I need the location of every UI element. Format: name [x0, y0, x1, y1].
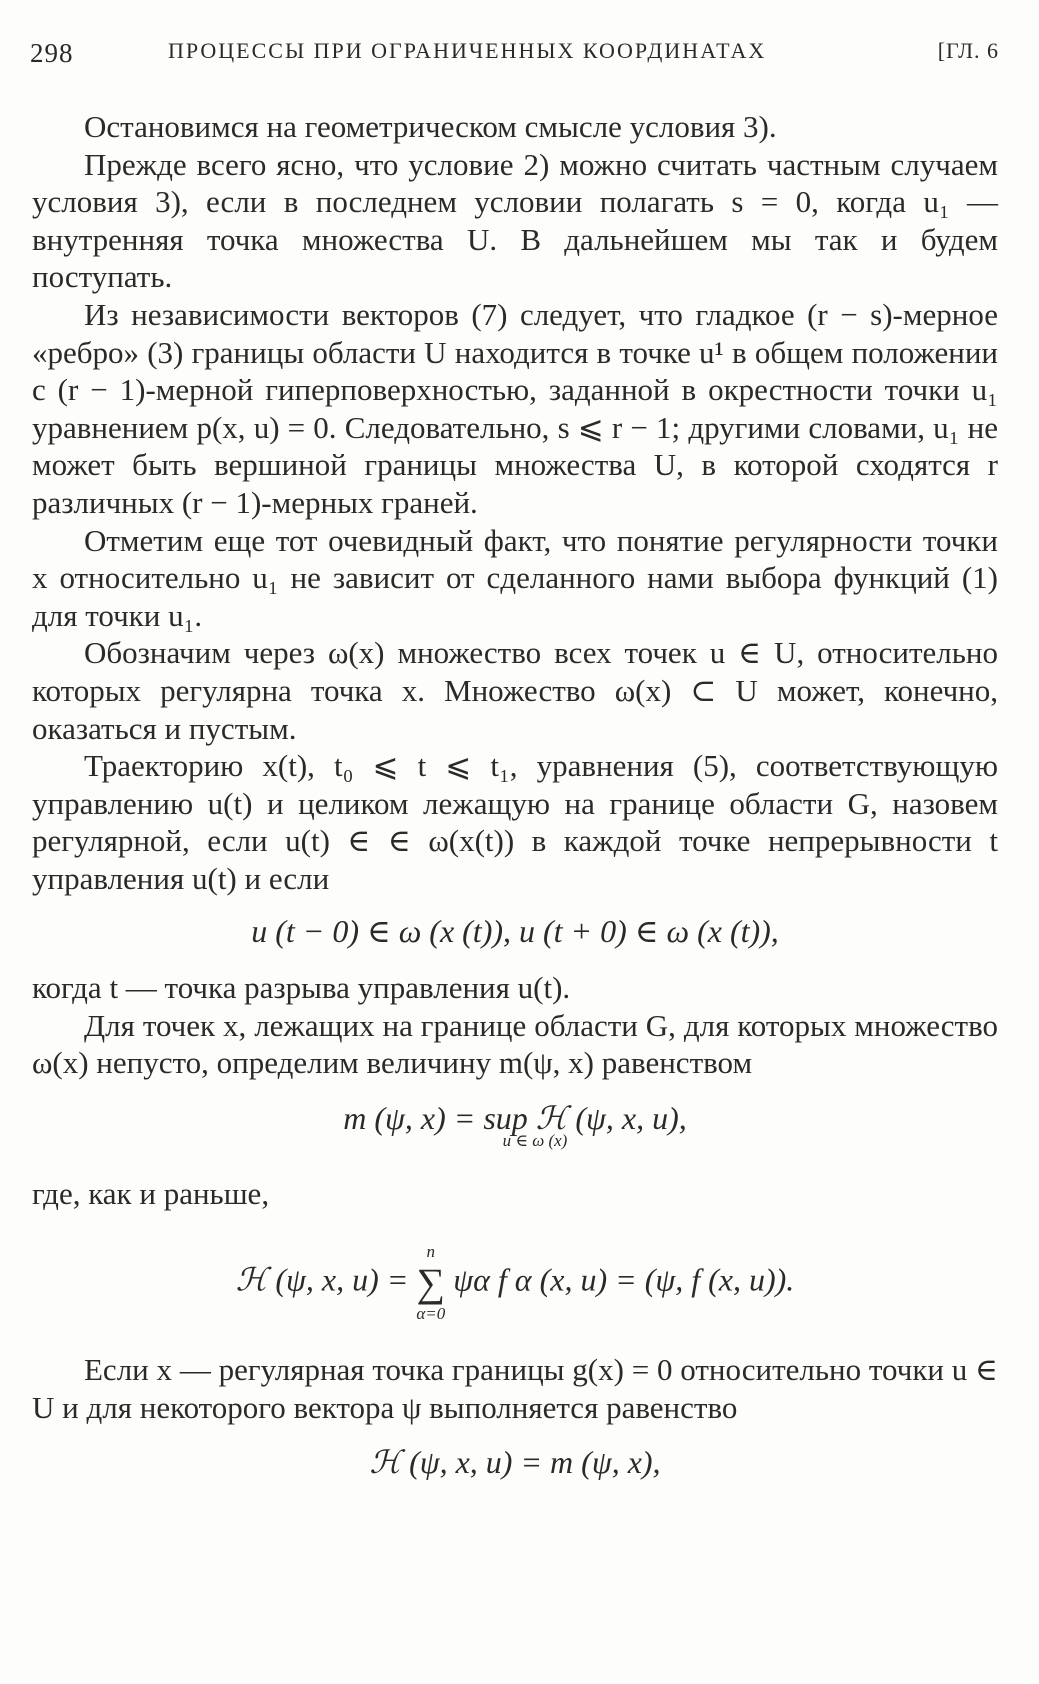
formula-hamiltonian — [32, 1213, 998, 1351]
formula-equality: ℋ (ψ, x, u) = m (ψ, x), — [369, 1444, 661, 1481]
paragraph: Остановимся на геометрическом смысле условия 3). — [84, 109, 777, 144]
sum-operator — [416, 1241, 445, 1325]
paragraph: Обозначим через ω(x) множество всех точек u ∈ U, относительно которых регулярна точка x. Множество ω(x) ⊂ U может, конечно, оказаться и пустым. — [32, 635, 998, 746]
formula-hamiltonian-left: ℋ (ψ, x, u) = — [235, 1261, 409, 1298]
chapter-label: [ГЛ. 6 — [937, 38, 999, 63]
formula-hamiltonian-right: ψα f α (x, u) = (ψ, f (x, u)). — [453, 1261, 795, 1298]
paragraph: Прежде всего ясно, что условие 2) можно считать частным случаем условия 3), если в последнем условии полагать s = 0, когда u₁ — внутренняя точка множества U. В дальнейшем мы так и будем поступать. — [32, 146, 998, 295]
formula-sup-subscript: u ∈ ω (x) — [502, 1131, 568, 1151]
paragraph: где, как и раньше, — [32, 1176, 270, 1212]
paragraph: Отметим еще тот очевидный факт, что понятие регулярности точки x относительно u₁ не зависит от сделанного нами выбора функций (1) для точки u₁. — [32, 522, 998, 633]
formula-control-limits: u (t − 0) ∈ ω (x (t)), u (t + 0) ∈ ω (x (t)), — [251, 913, 779, 950]
sum-upper-limit: n — [426, 1242, 436, 1262]
page-number: 298 — [30, 38, 74, 68]
paragraph: Если x — регулярная точка границы g(x) = 0 относительно точки u ∈ U и для некоторого вектора ψ выполняется равенство — [32, 1352, 998, 1425]
formula-sup-definition — [32, 1082, 998, 1176]
formula-sup-main: m (ψ, x) = sup ℋ (ψ, x, u), — [343, 1099, 687, 1136]
page-body — [32, 108, 998, 1482]
paragraph: Из независимости векторов (7) следует, что гладкое (r − s)-мерное «ребро» (3) границы области U находится в точке u¹ в общем положении с (r − 1)-мерной гиперповерхностью, заданной в окрестности точки u₁ уравнением p(x, u) = 0. Следовательно, s ⩽ r − 1; другими словами, u₁ не может быть вершиной границы множества U, в которой сходятся r различных (r − 1)-мерных граней. — [32, 296, 998, 520]
paragraph: Для точек x, лежащих на границе области G, для которых множество ω(x) непусто, определим величину m(ψ, x) равенством — [32, 1007, 998, 1081]
paragraph: когда t — точка разрыва управления u(t). — [32, 970, 571, 1006]
sum-symbol: ∑ — [416, 1260, 446, 1306]
page-header — [30, 30, 999, 70]
paragraph: Траекторию x(t), t₀ ⩽ t ⩽ t₁, уравнения (5), соответствующую управлению u(t) и целиком лежащую на границе области G, назовем регулярной, если u(t) ∈ ∈ ω(x(t)) в каждой точке непрерывности t управления u(t) и если — [32, 748, 998, 896]
sum-lower-limit: α=0 — [416, 1304, 446, 1324]
running-title: ПРОЦЕССЫ ПРИ ОГРАНИЧЕННЫХ КООРДИНАТАХ — [168, 38, 767, 63]
